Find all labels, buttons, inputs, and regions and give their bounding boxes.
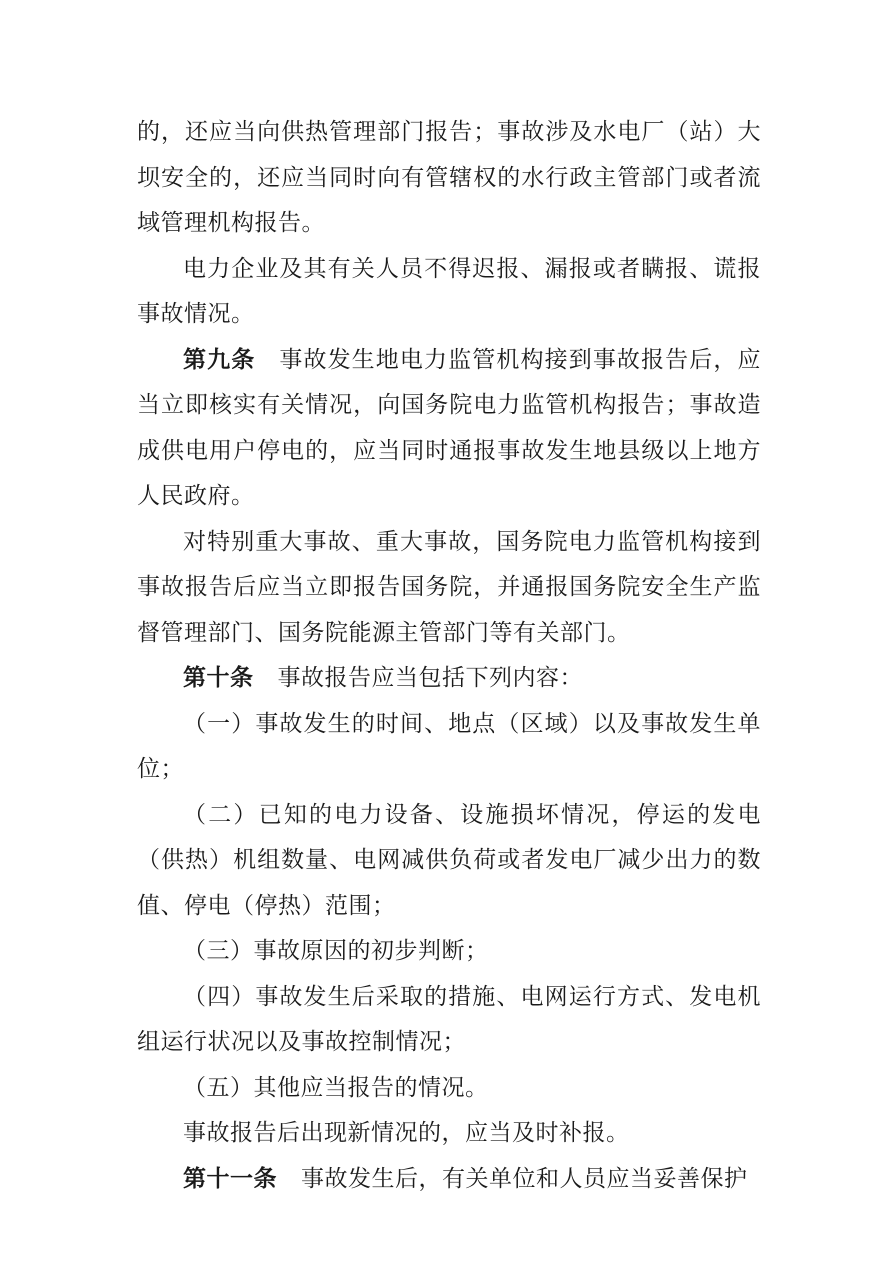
paragraph-supplementary-report [137, 1111, 761, 1157]
paragraph-text: 的，还应当向供热管理部门报告；事故涉及水电厂（站）大坝安全的，还应当同时向有管辖权的水行政主管部门或者流域管理机构报告。 [137, 119, 761, 236]
paragraph-text: 事故报告后出现新情况的，应当及时补报。 [183, 1120, 630, 1146]
paragraph-text: 事故报告应当包括下列内容： [277, 665, 583, 691]
article-9 [137, 338, 761, 520]
document-body [137, 110, 761, 1202]
paragraph-text: 事故发生后，有关单位和人员应当妥善保护 [301, 1165, 748, 1192]
article-10 [137, 656, 761, 702]
paragraph-text: （一）事故发生的时间、地点（区域）以及事故发生单位； [137, 710, 761, 782]
article-heading: 第十条 [183, 665, 254, 691]
list-item-4 [137, 975, 761, 1066]
paragraph-major-accident [137, 520, 761, 657]
paragraph-text: （二）已知的电力设备、设施损坏情况，停运的发电（供热）机组数量、电网减供负荷或者发电厂减少出力的数值、停电（停热）范围； [137, 801, 761, 919]
paragraph-no-delay [137, 247, 761, 338]
article-heading: 第十一条 [183, 1165, 277, 1192]
list-item-3 [137, 929, 761, 975]
paragraph-text: 电力企业及其有关人员不得迟报、漏报或者瞒报、谎报事故情况。 [137, 255, 761, 327]
paragraph-continuation [137, 110, 761, 247]
paragraph-text: （四）事故发生后采取的措施、电网运行方式、发电机组运行状况以及事故控制情况； [137, 983, 761, 1055]
paragraph-text: （三）事故原因的初步判断； [183, 938, 489, 964]
list-item-1 [137, 702, 761, 793]
list-item-2 [137, 793, 761, 930]
article-11 [137, 1157, 761, 1203]
list-item-5 [137, 1066, 761, 1112]
article-heading: 第九条 [183, 346, 256, 373]
paragraph-text: 事故发生地电力监管机构接到事故报告后，应当立即核实有关情况，向国务院电力监管机构报告；事故造成供电用户停电的，应当同时通报事故发生地县级以上地方人民政府。 [137, 346, 762, 509]
paragraph-text: （五）其他应当报告的情况。 [183, 1074, 489, 1101]
paragraph-text: 对特别重大事故、重大事故，国务院电力监管机构接到事故报告后应当立即报告国务院，并通报国务院安全生产监督管理部门、国务院能源主管部门等有关部门。 [137, 528, 761, 646]
